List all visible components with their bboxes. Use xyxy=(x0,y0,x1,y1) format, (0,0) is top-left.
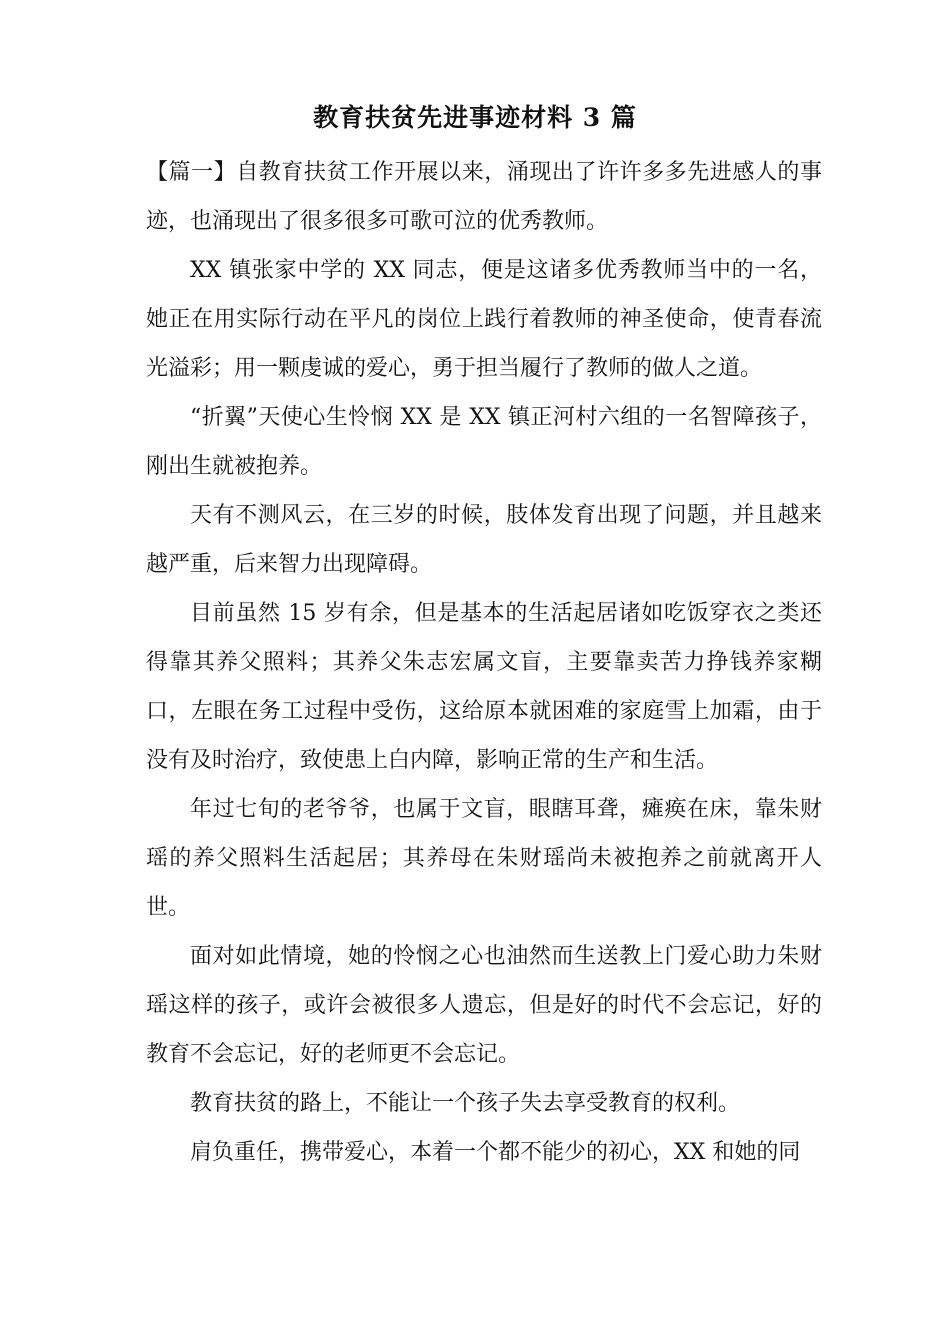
paragraph-1: 【篇一】自教育扶贫工作开展以来，涌现出了许许多多先进感人的事迹，也涌现出了很多很多可歌可泣的优秀教师。 xyxy=(146,160,822,234)
paragraph-6: 年过七旬的老爷爷，也属于文盲，眼瞎耳聋，瘫痪在床，靠朱财瑶的养父照料生活起居；其养母在朱财瑶尚未被抱养之前就离开人世。 xyxy=(146,797,822,920)
paragraph-9: 肩负重任，携带爱心，本着一个都不能少的初心，XX 和她的同 xyxy=(190,1140,801,1165)
document-body xyxy=(146,148,822,1177)
paragraph-8: 教育扶贫的路上，不能让一个孩子失去享受教育的权利。 xyxy=(190,1091,741,1116)
paragraph-7: 面对如此情境，她的怜悯之心也油然而生送教上门爱心助力朱财瑶这样的孩子，或许会被很多人遗忘，但是好的时代不会忘记，好的教育不会忘记，好的老师更不会忘记。 xyxy=(146,944,822,1067)
paragraph-3: “折翼”天使心生怜悯 XX 是 XX 镇正河村六组的一名智障孩子，刚出生就被抱养。 xyxy=(146,405,822,479)
paragraph-2: XX 镇张家中学的 XX 同志，便是这诸多优秀教师当中的一名，她正在用实际行动在平凡的岗位上践行着教师的神圣使命，使青春流光溢彩；用一颗虔诚的爱心，勇于担当履行了教师的做人之道。 xyxy=(146,258,822,381)
paragraph-5: 目前虽然 15 岁有余，但是基本的生活起居诸如吃饭穿衣之类还得靠其养父照料；其养父朱志宏属文盲，主要靠卖苦力挣钱养家糊口，左眼在务工过程中受伤，这给原本就困难的家庭雪上加霜，由于没有及时治疗，致使患上白内障，影响正常的生产和生活。 xyxy=(146,601,822,773)
paragraph-4: 天有不测风云，在三岁的时候，肢体发育出现了问题，并且越来越严重，后来智力出现障碍。 xyxy=(146,503,822,577)
document-title: 教育扶贫先进事迹材料 3 篇 xyxy=(313,103,637,132)
